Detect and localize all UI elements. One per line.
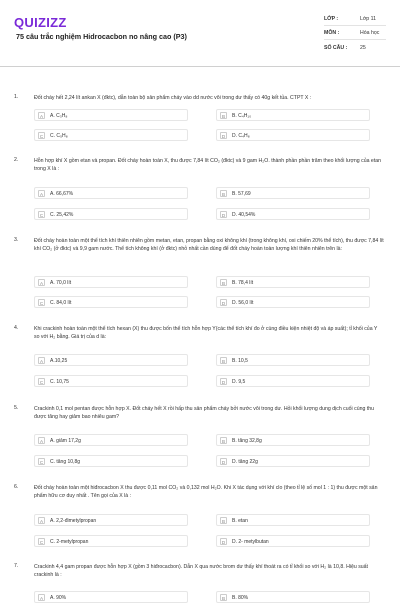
question-number: 2.	[14, 157, 19, 163]
question-number: 6.	[14, 484, 19, 490]
option-letter: C	[39, 213, 44, 218]
option-letter: B	[221, 281, 226, 286]
option-text: A. 2,2-đimetylpropan	[50, 518, 97, 524]
option-text: C. 25,42%	[50, 212, 74, 218]
meta-divider	[324, 39, 386, 40]
option-text: D. 2- metylbutan	[232, 539, 269, 545]
option-text: B. 10,5	[232, 358, 248, 364]
option-text: B. tăng 32,8g	[232, 438, 262, 444]
option-letter: A	[39, 519, 44, 524]
option-text: B. 57,69	[232, 191, 251, 197]
option-b[interactable]	[216, 187, 370, 199]
option-letter: C	[39, 540, 44, 545]
option-letter: D	[221, 134, 226, 139]
option-b[interactable]	[216, 109, 370, 121]
option-c[interactable]	[34, 535, 188, 547]
option-text: A. 90%	[50, 595, 67, 601]
option-letter: A	[39, 439, 44, 444]
option-letter: C	[39, 380, 44, 385]
subject-value: Hóa học	[360, 30, 380, 36]
option-letter: B	[221, 359, 226, 364]
class-label: LỚP :	[324, 16, 339, 22]
option-letter: B	[221, 439, 226, 444]
option-text: C. 2-metylpropan	[50, 539, 89, 545]
header-divider	[0, 66, 400, 67]
question-number: 5.	[14, 405, 19, 411]
option-letter: B	[221, 192, 226, 197]
subject-label: MÔN :	[324, 30, 340, 36]
option-text: C. 10,75	[50, 379, 69, 385]
question-number: 7.	[14, 563, 19, 569]
option-text: B. 78,4 lít	[232, 280, 254, 286]
option-letter: B	[221, 596, 226, 601]
option-letter: B	[221, 114, 226, 119]
page-title: 75 câu trắc nghiệm Hidrocacbon no nâng cao (P3)	[16, 32, 187, 41]
option-c[interactable]	[34, 129, 188, 141]
option-a[interactable]	[34, 434, 188, 446]
count-value: 25	[360, 45, 366, 51]
quizizz-logo: QUIZIZZ	[14, 15, 67, 30]
option-d[interactable]	[216, 535, 370, 547]
option-text: A.10,25	[50, 358, 68, 364]
option-b[interactable]	[216, 514, 370, 526]
option-letter: B	[221, 519, 226, 524]
option-letter: D	[221, 540, 226, 545]
option-b[interactable]	[216, 591, 370, 603]
option-text: A. 66,67%	[50, 191, 74, 197]
option-d[interactable]	[216, 296, 370, 308]
option-b[interactable]	[216, 276, 370, 288]
option-text: A. 70,0 lít	[50, 280, 72, 286]
question-text: Đốt cháy hết 2,24 lít ankan X (đktc), dẫn toàn bộ sản phẩm cháy vào dd nước vôi trong dư thấy có 40g kết tủa. CTPT X :	[34, 95, 312, 101]
option-d[interactable]	[216, 129, 370, 141]
option-d[interactable]	[216, 455, 370, 467]
question-text: Crackinh 4,4 gam propan được hỗn hợp X (gồm 3 hiđrocacbon). Dẫn X qua nước brom dư thấy khí thoát ra có tỉ khối so với H₂ là 10,8. Hiệu suất crackinh là :	[34, 564, 368, 578]
option-text: D. 40,54%	[232, 212, 256, 218]
option-letter: D	[221, 301, 226, 306]
question-number: 4.	[14, 325, 19, 331]
option-text: B. etan	[232, 518, 248, 524]
count-label: SỐ CÂU :	[324, 45, 348, 51]
option-a[interactable]	[34, 109, 188, 121]
question-text: Đốt cháy hoàn toàn một hiđrocacbon X thu được 0,11 mol CO₂ và 0,132 mol H₂O. Khi X tác dụng với khí clo (theo tỉ lệ số mol 1 : 1) thu được một sản phẩm hữu cơ duy nhất . Tên gọi của X là :	[34, 485, 378, 499]
option-text: A. giảm 17,2g	[50, 438, 81, 444]
option-b[interactable]	[216, 434, 370, 446]
option-d[interactable]	[216, 375, 370, 387]
option-letter: C	[39, 301, 44, 306]
option-text: B. C₄H₁₀	[232, 113, 252, 119]
question-text: Crackinh 0,1 mol pentan được hỗn hợp X. Đốt cháy hết X rồi hấp thu sản phẩm cháy bởi nước vôi trong dư. Hỏi khối lượng dung dịch cuối cùng thu được tăng hay giảm bao nhiêu gam?	[34, 406, 375, 420]
option-text: C. C₅H₈	[50, 133, 68, 139]
option-text: C. 84,0 lít	[50, 300, 72, 306]
option-letter: C	[39, 134, 44, 139]
option-a[interactable]	[34, 187, 188, 199]
option-c[interactable]	[34, 208, 188, 220]
option-letter: A	[39, 281, 44, 286]
option-d[interactable]	[216, 208, 370, 220]
option-text: A. C₃H₈	[50, 113, 68, 119]
option-letter: C	[39, 460, 44, 465]
option-a[interactable]	[34, 591, 188, 603]
option-text: B. 80%	[232, 595, 249, 601]
option-letter: D	[221, 460, 226, 465]
option-c[interactable]	[34, 375, 188, 387]
option-text: D. 9,5	[232, 379, 246, 385]
option-text: D. C₄H₈	[232, 133, 250, 139]
option-letter: D	[221, 380, 226, 385]
meta-divider	[324, 25, 386, 26]
question-number: 1.	[14, 94, 19, 100]
option-text: D. tăng 22g	[232, 459, 258, 465]
question-text: Hỗn hợp khí X gồm etan và propan. Đốt cháy hoàn toàn X, thu được 7,84 lít CO₂ (đktc) và 9 gam H₂O. thành phần phần trăm theo khối lượng của etan trong X là :	[34, 158, 382, 172]
option-a[interactable]	[34, 354, 188, 366]
option-letter: A	[39, 596, 44, 601]
option-a[interactable]	[34, 276, 188, 288]
option-letter: A	[39, 359, 44, 364]
meta-panel	[324, 16, 386, 56]
question-text: Khi crackinh hoàn toàn một thể tích hexan (X) thu được bốn thể tích hỗn hợp Y(các thể tích khí đo ở cùng điều kiện nhiệt độ và áp suất); tỉ khối của Y so với H₂ bằng. Giá trị của d là:	[34, 326, 378, 340]
option-b[interactable]	[216, 354, 370, 366]
option-text: C. tăng 10,8g	[50, 459, 81, 465]
option-a[interactable]	[34, 514, 188, 526]
question-text: Đốt cháy hoàn toàn một thể tích khí thiên nhiên gồm metan, etan, propan bằng oxi không khí (trong không khí, oxi chiếm 20% thể tích), thu được 7,84 lít khí CO₂ (ở đktc) và 9,9 gam nước. Thể tích không khí (ở đktc) nhỏ nhất cần dùng để đốt cháy hoàn toàn lượng khí thiên nhiên trên là:	[34, 238, 384, 252]
option-text: D. 56,0 lít	[232, 300, 254, 306]
class-value: Lớp 11	[360, 16, 376, 22]
option-c[interactable]	[34, 296, 188, 308]
option-c[interactable]	[34, 455, 188, 467]
option-letter: D	[221, 213, 226, 218]
option-letter: A	[39, 192, 44, 197]
question-number: 3.	[14, 237, 19, 243]
option-letter: A	[39, 114, 44, 119]
